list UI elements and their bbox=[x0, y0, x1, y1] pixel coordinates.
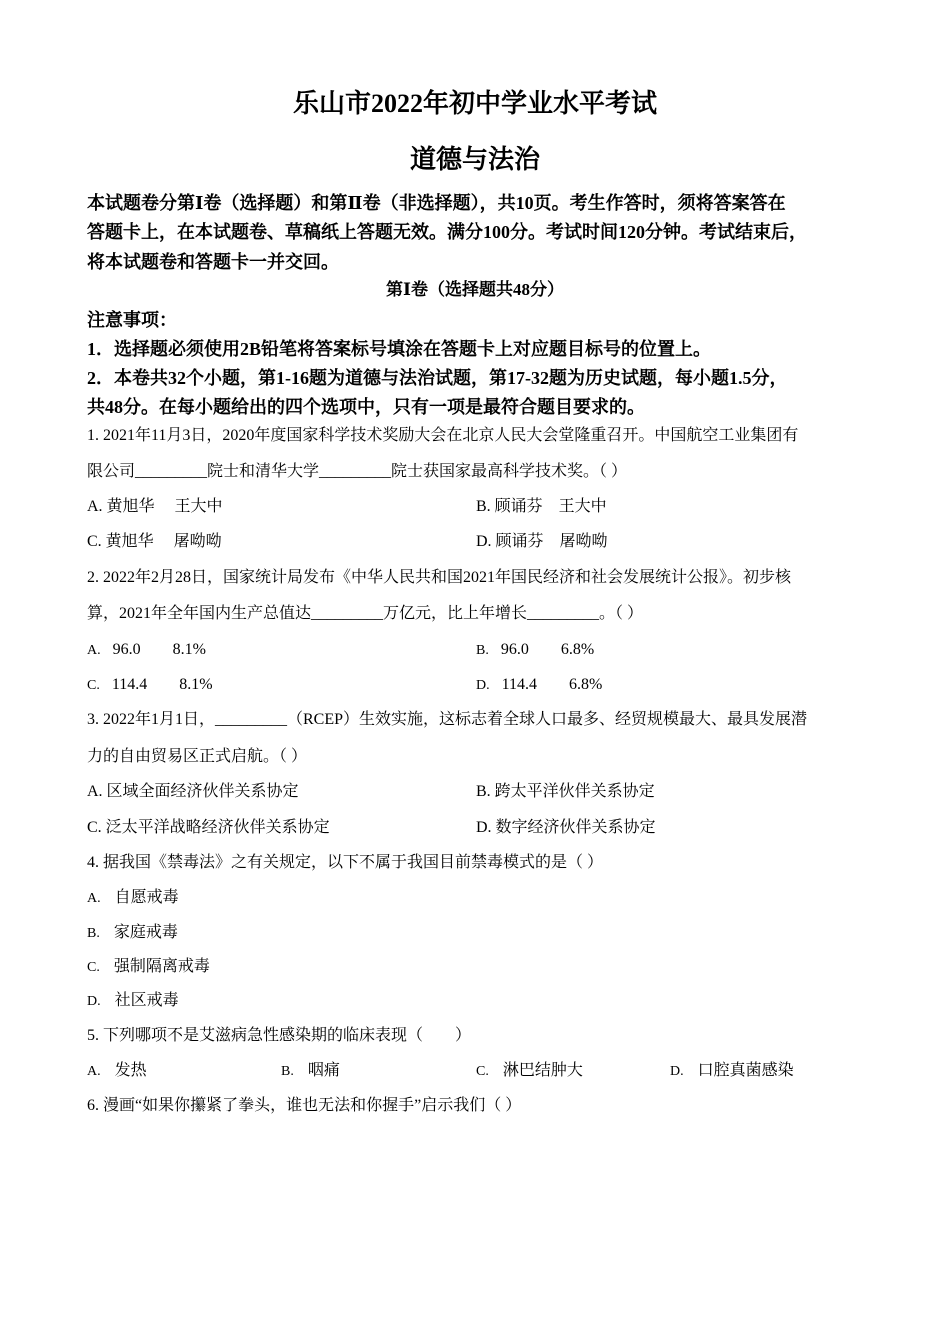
q1-option-c: C. 黄旭华 屠呦呦 bbox=[87, 533, 222, 550]
q5-option-b-text: 咽痛 bbox=[307, 1062, 340, 1079]
q2-option-a-label: A. bbox=[87, 643, 101, 658]
intro-line-3: 将本试题卷和答题卡一并交回。 bbox=[87, 252, 339, 272]
q3-option-c: C. 泛太平洋战略经济伙伴关系协定 bbox=[87, 819, 330, 836]
note-2: 2．本卷共32个小题，第1-16题为道德与法治试题，第17-32题为历史试题，每小题1.5分， bbox=[87, 368, 788, 388]
subject-title: 道德与法治 bbox=[409, 145, 540, 174]
q1-option-d: D. 顾诵芬 屠呦呦 bbox=[476, 533, 608, 550]
q5-option-a-text: 发热 bbox=[114, 1062, 147, 1079]
q2-option-d bbox=[476, 675, 602, 696]
q2-option-a bbox=[87, 640, 206, 661]
exam-title: 乐山市2022年初中学业水平考试 bbox=[292, 89, 657, 118]
q4-option-d bbox=[87, 991, 179, 1012]
q3-option-a: A. 区域全面经济伙伴关系协定 bbox=[87, 783, 299, 800]
note-3: 共48分。在每小题给出的四个选项中，只有一项是最符合题目要求的。 bbox=[87, 397, 645, 417]
intro-line-2: 答题卡上，在本试题卷、草稿纸上答题无效。满分100分。考试时间120分钟。考试结束后， bbox=[87, 222, 807, 242]
q2-stem-line-1: 2. 2022年2月28日，国家统计局发布《中华人民共和国2021年国民经济和社会发展统计公报》。初步核 bbox=[87, 569, 792, 586]
q2-option-c bbox=[87, 675, 213, 696]
q5-option-b bbox=[281, 1061, 340, 1082]
q2-stem-line-2: 算，2021年全年国内生产总值达_________万亿元，比上年增长_________。（ ） bbox=[87, 605, 644, 622]
q2-option-a-text: 96.0 8.1% bbox=[112, 641, 206, 658]
q1-option-b: B. 顾诵芬 王大中 bbox=[476, 498, 607, 515]
q2-option-b-text: 96.0 6.8% bbox=[500, 641, 595, 658]
q2-option-b-label: B. bbox=[476, 643, 489, 658]
q4-option-d-text: 社区戒毒 bbox=[114, 992, 179, 1009]
q4-stem-line-1: 4. 据我国《禁毒法》之有关规定，以下不属于我国目前禁毒模式的是（ ） bbox=[87, 854, 604, 871]
q3-stem-line-2: 力的自由贸易区正式启航。（ ） bbox=[87, 748, 308, 765]
q4-option-a bbox=[87, 888, 179, 909]
q5-stem-line-1: 5. 下列哪项不是艾滋病急性感染期的临床表现（ ） bbox=[87, 1027, 472, 1044]
intro-line-1: 本试题卷分第Ⅰ卷（选择题）和第Ⅱ卷（非选择题），共10页。考生作答时，须将答案答在 bbox=[87, 193, 786, 213]
q4-option-b-label: B. bbox=[87, 926, 100, 941]
q5-option-a bbox=[87, 1061, 147, 1082]
q5-option-c-text: 淋巴结肿大 bbox=[502, 1062, 583, 1079]
q1-stem-line-1: 1. 2021年11月3日，2020年度国家科学技术奖励大会在北京人民大会堂隆重召开。中国航空工业集团有 bbox=[87, 427, 799, 444]
q2-option-c-label: C. bbox=[87, 678, 100, 693]
note-1: 1．选择题必须使用2B铅笔将答案标号填涂在答题卡上对应题目标号的位置上。 bbox=[87, 339, 712, 359]
notes-heading: 注意事项： bbox=[87, 310, 177, 330]
q4-option-c-text: 强制隔离戒毒 bbox=[113, 958, 210, 975]
q2-option-d-label: D. bbox=[476, 678, 490, 693]
q3-stem-line-1: 3. 2022年1月1日，_________（RCEP）生效实施，这标志着全球人口最多、经贸规模最大、最具发展潜 bbox=[87, 711, 808, 728]
q5-option-d-label: D. bbox=[670, 1064, 684, 1079]
q4-option-a-text: 自愿戒毒 bbox=[114, 889, 179, 906]
section-title: 第Ⅰ卷（选择题共48分） bbox=[386, 280, 564, 299]
q4-option-c-label: C. bbox=[87, 960, 100, 975]
q2-option-d-text: 114.4 6.8% bbox=[501, 676, 603, 693]
q5-option-c bbox=[476, 1061, 583, 1082]
q5-option-d-text: 口腔真菌感染 bbox=[697, 1062, 794, 1079]
q6-stem-line-1: 6. 漫画“如果你攥紧了拳头，谁也无法和你握手”启示我们（ ） bbox=[87, 1097, 522, 1114]
q5-option-c-label: C. bbox=[476, 1064, 489, 1079]
q5-option-d bbox=[670, 1061, 794, 1082]
q1-option-a: A. 黄旭华 王大中 bbox=[87, 498, 223, 515]
q4-option-c bbox=[87, 957, 210, 978]
q3-option-d: D. 数字经济伙伴关系协定 bbox=[476, 819, 656, 836]
q5-option-a-label: A. bbox=[87, 1064, 101, 1079]
q1-stem-line-2: 限公司_________院士和清华大学_________院士获国家最高科学技术奖。（ ） bbox=[87, 463, 628, 480]
q4-option-d-label: D. bbox=[87, 994, 101, 1009]
q5-option-b-label: B. bbox=[281, 1064, 294, 1079]
q2-option-b bbox=[476, 640, 594, 661]
q4-option-b bbox=[87, 923, 178, 944]
q3-option-b: B. 跨太平洋伙伴关系协定 bbox=[476, 783, 655, 800]
q2-option-c-text: 114.4 8.1% bbox=[111, 676, 213, 693]
q4-option-b-text: 家庭戒毒 bbox=[113, 924, 178, 941]
q4-option-a-label: A. bbox=[87, 891, 101, 906]
